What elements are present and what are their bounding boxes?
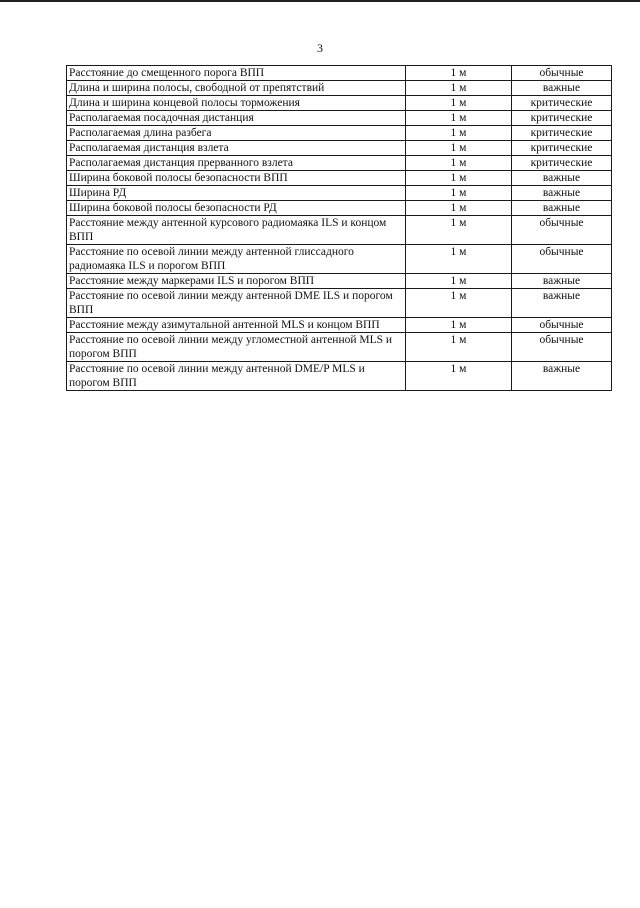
integrity-class-cell: обычные: [512, 333, 612, 362]
accuracy-cell: 1 м: [406, 201, 512, 216]
accuracy-cell: 1 м: [406, 66, 512, 81]
integrity-class-cell: важные: [512, 81, 612, 96]
integrity-class-cell: обычные: [512, 216, 612, 245]
integrity-class-cell: важные: [512, 289, 612, 318]
integrity-class-cell: важные: [512, 274, 612, 289]
accuracy-cell: 1 м: [406, 362, 512, 391]
table-row: [67, 362, 612, 391]
integrity-class-cell: критические: [512, 156, 612, 171]
integrity-class-cell: критические: [512, 126, 612, 141]
table-row: [67, 111, 612, 126]
table-row: [67, 96, 612, 111]
top-border-line: [0, 0, 640, 2]
accuracy-cell: 1 м: [406, 126, 512, 141]
accuracy-cell: 1 м: [406, 141, 512, 156]
accuracy-cell: 1 м: [406, 81, 512, 96]
parameter-cell: Располагаемая длина разбега: [67, 126, 406, 141]
integrity-class-cell: обычные: [512, 66, 612, 81]
accuracy-cell: 1 м: [406, 289, 512, 318]
integrity-class-cell: важные: [512, 186, 612, 201]
parameter-cell: Расстояние между маркерами ILS и порогом ВПП: [67, 274, 406, 289]
table-row: [67, 81, 612, 96]
integrity-class-cell: обычные: [512, 318, 612, 333]
parameter-cell: Расстояние между антенной курсового радиомаяка ILS и концом ВПП: [67, 216, 406, 245]
integrity-class-cell: важные: [512, 201, 612, 216]
accuracy-cell: 1 м: [406, 186, 512, 201]
parameter-cell: Расстояние до смещенного порога ВПП: [67, 66, 406, 81]
parameter-cell: Ширина боковой полосы безопасности РД: [67, 201, 406, 216]
parameter-cell: Расстояние по осевой линии между антенной глиссадного радиомаяка ILS и порогом ВПП: [67, 245, 406, 274]
parameter-cell: Длина и ширина полосы, свободной от препятствий: [67, 81, 406, 96]
parameter-cell: Длина и ширина концевой полосы торможения: [67, 96, 406, 111]
parameter-cell: Расстояние по осевой линии между угломестной антенной MLS и порогом ВПП: [67, 333, 406, 362]
accuracy-cell: 1 м: [406, 216, 512, 245]
integrity-class-cell: критические: [512, 141, 612, 156]
table-row: [67, 126, 612, 141]
parameter-cell: Ширина РД: [67, 186, 406, 201]
integrity-class-cell: важные: [512, 362, 612, 391]
accuracy-cell: 1 м: [406, 333, 512, 362]
parameter-cell: Располагаемая посадочная дистанция: [67, 111, 406, 126]
integrity-class-cell: обычные: [512, 245, 612, 274]
table-row: [67, 201, 612, 216]
table-row: [67, 274, 612, 289]
accuracy-cell: 1 м: [406, 274, 512, 289]
accuracy-cell: 1 м: [406, 318, 512, 333]
table-body: [67, 66, 612, 391]
table-row: [67, 141, 612, 156]
aerodrome-data-table: [66, 65, 612, 391]
table-row: [67, 216, 612, 245]
parameter-cell: Ширина боковой полосы безопасности ВПП: [67, 171, 406, 186]
integrity-class-cell: критические: [512, 111, 612, 126]
parameter-cell: Расстояние по осевой линии между антенной DME/P MLS и порогом ВПП: [67, 362, 406, 391]
table-row: [67, 66, 612, 81]
parameter-cell: Расстояние по осевой линии между антенной DME ILS и порогом ВПП: [67, 289, 406, 318]
integrity-class-cell: важные: [512, 171, 612, 186]
table-row: [67, 245, 612, 274]
accuracy-cell: 1 м: [406, 156, 512, 171]
table-row: [67, 333, 612, 362]
page-number: 3: [317, 41, 323, 55]
table-row: [67, 186, 612, 201]
table-row: [67, 156, 612, 171]
parameter-cell: Располагаемая дистанция прерванного взлета: [67, 156, 406, 171]
table-row: [67, 318, 612, 333]
parameter-cell: Расстояние между азимутальной антенной MLS и концом ВПП: [67, 318, 406, 333]
table-row: [67, 171, 612, 186]
integrity-class-cell: критические: [512, 96, 612, 111]
table-row: [67, 289, 612, 318]
accuracy-cell: 1 м: [406, 111, 512, 126]
accuracy-cell: 1 м: [406, 245, 512, 274]
accuracy-cell: 1 м: [406, 171, 512, 186]
accuracy-cell: 1 м: [406, 96, 512, 111]
parameter-cell: Располагаемая дистанция взлета: [67, 141, 406, 156]
